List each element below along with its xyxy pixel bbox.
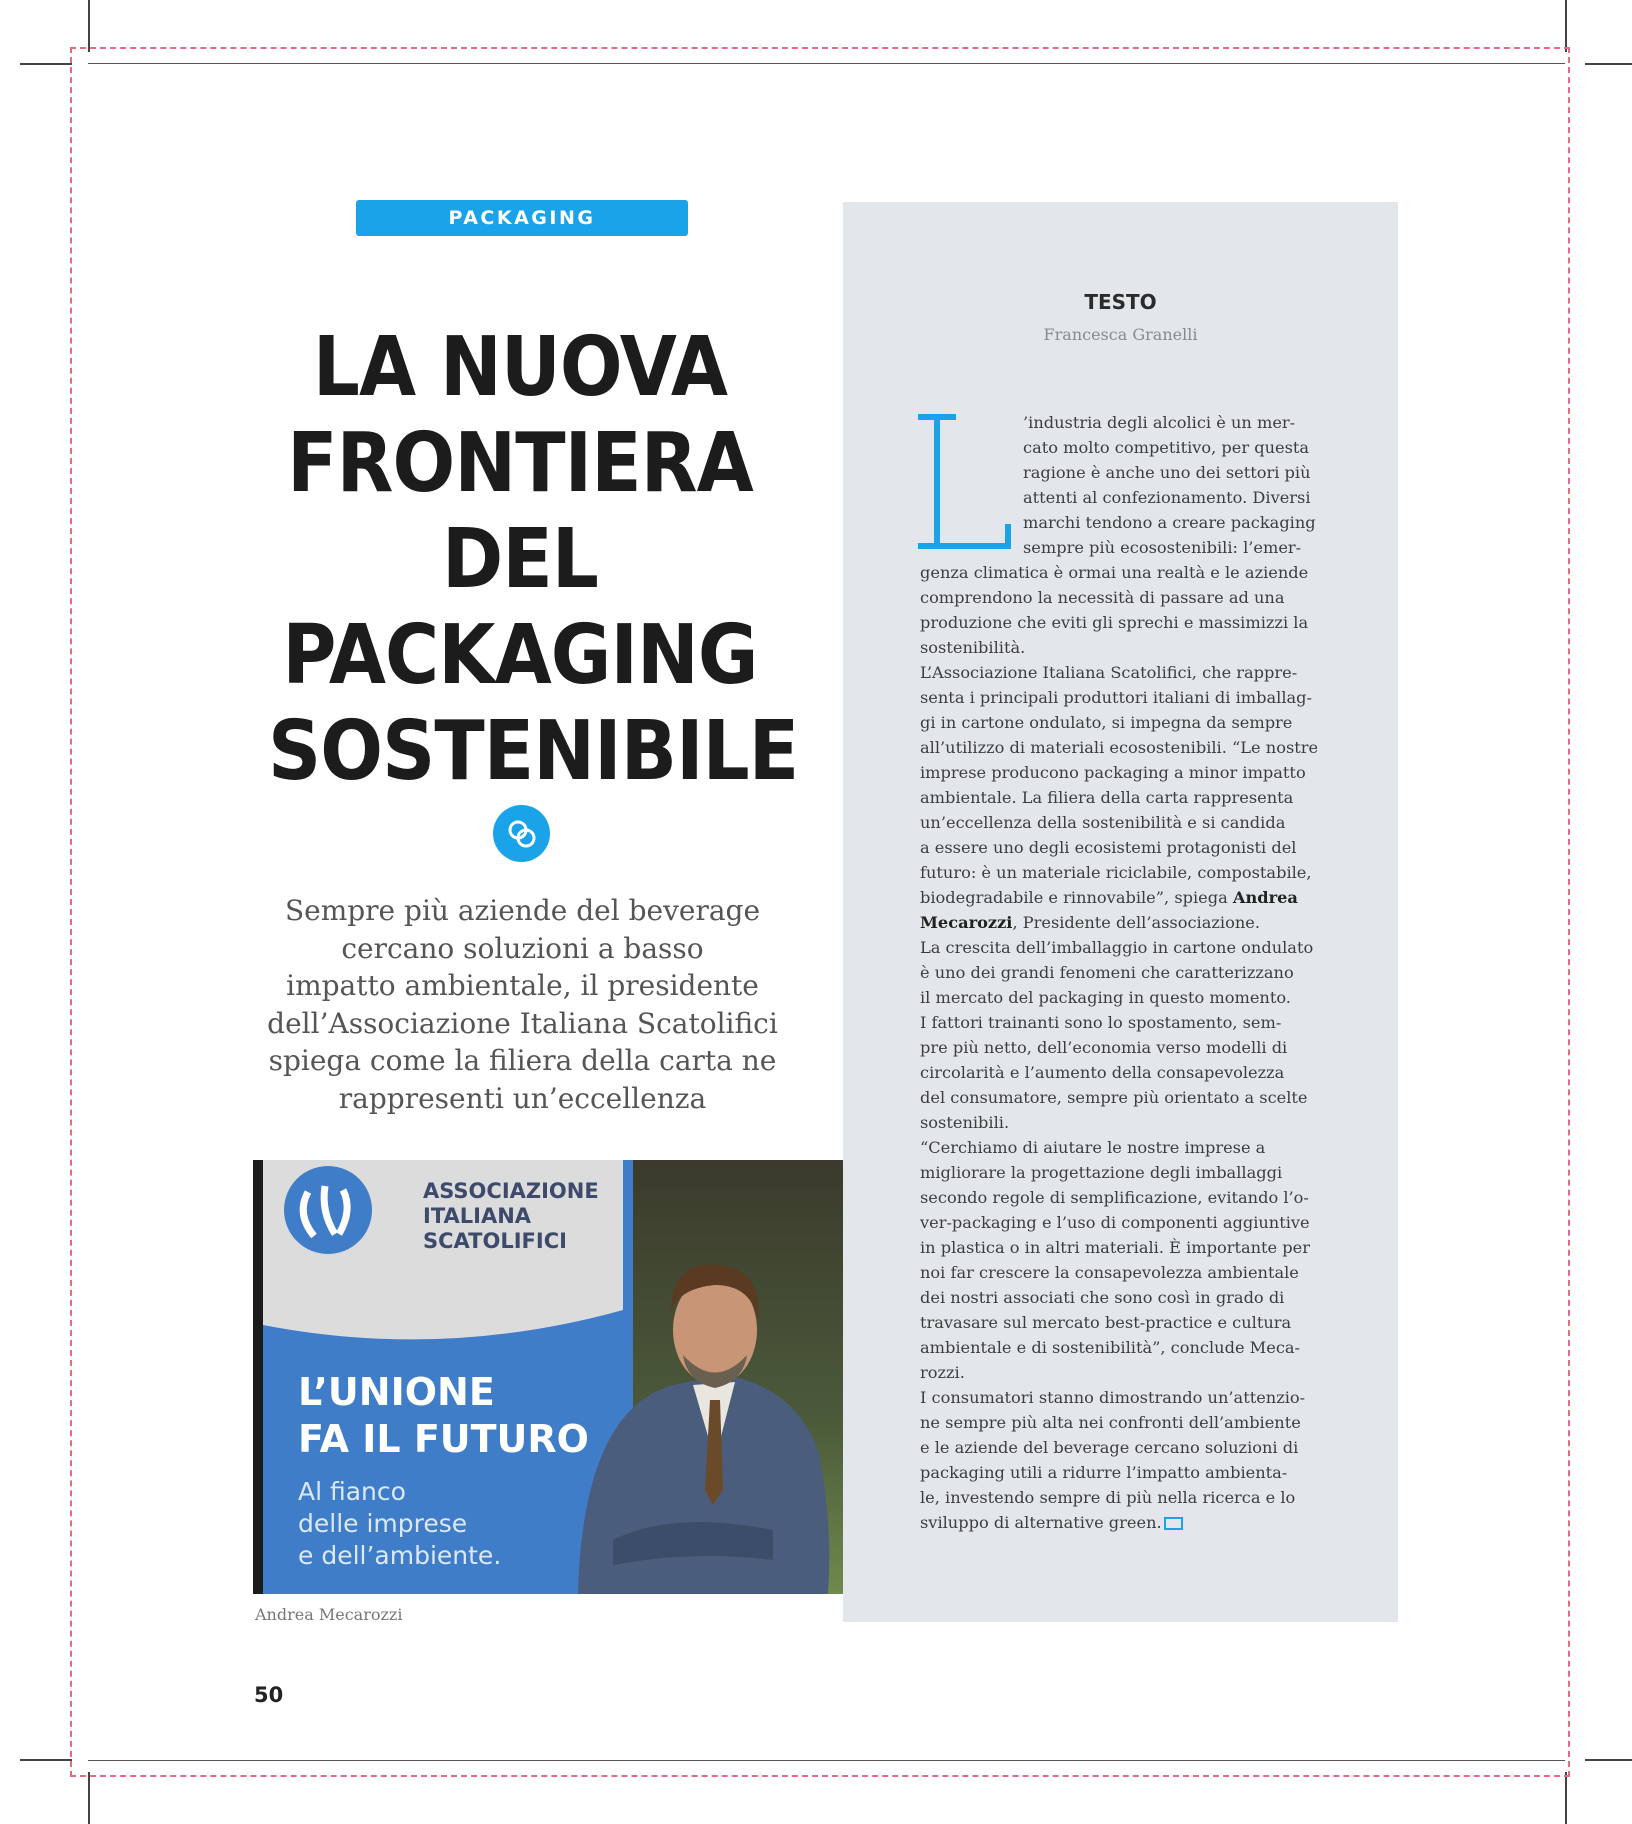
banner-slogan-line: L’UNIONE: [298, 1370, 495, 1414]
banner-sub-line: e dell’ambiente.: [298, 1541, 502, 1570]
body-line: pre più netto, dell’economia verso modelli di: [920, 1038, 1288, 1057]
standfirst-line: cercano soluzioni a basso: [341, 931, 704, 965]
standfirst-line: rappresenti un’eccellenza: [338, 1081, 707, 1115]
body-line: La crescita dell’imballaggio in cartone ondulato: [920, 938, 1314, 957]
section-tag: PACKAGING: [356, 200, 688, 236]
byline-label: TESTO: [1084, 290, 1157, 314]
body-line: del consumatore, sempre più orientato a scelte: [920, 1088, 1308, 1107]
headline-line: FRONTIERA: [287, 416, 753, 511]
bleed-line: [70, 47, 1570, 49]
body-bold-name: Andrea: [1232, 888, 1298, 907]
article-body: [920, 410, 1325, 1535]
body-line: in plastica o in altri materiali. È importante per: [920, 1238, 1310, 1257]
body-line: secondo regole di semplificazione, evitando l’o-: [920, 1188, 1309, 1207]
crop-mark: [88, 0, 90, 52]
body-line: è uno dei grandi fenomeni che caratterizzano: [920, 963, 1294, 982]
body-line: sostenibili.: [920, 1113, 1010, 1132]
crop-mark: [20, 63, 72, 65]
body-line: sempre più ecosostenibili: l’emer-: [1023, 538, 1302, 557]
bleed-line: [70, 1775, 1570, 1777]
body-line: genza climatica è ormai una realtà e le aziende: [920, 563, 1309, 582]
crop-mark: [1565, 0, 1567, 52]
body-line: marchi tendono a creare packaging: [1023, 513, 1316, 532]
body-text-run: sviluppo di alternative green.: [920, 1513, 1162, 1532]
standfirst-line: dell’Associazione Italiana Scatolifici: [267, 1006, 778, 1040]
banner-sub-line: Al fianco: [298, 1477, 406, 1506]
body-line: futuro: è un materiale riciclabile, compostabile,: [920, 863, 1312, 882]
crop-mark: [1585, 63, 1632, 65]
body-line: [920, 885, 1325, 910]
body-line: il mercato del packaging in questo momento.: [920, 988, 1291, 1007]
body-line: un’eccellenza della sostenibilità e si candida: [920, 813, 1286, 832]
body-line: [920, 1510, 1325, 1535]
body-line: ’industria degli alcolici è un mer-: [1023, 413, 1296, 432]
standfirst-line: spiega come la filiera della carta ne: [268, 1044, 777, 1077]
byline-author: Francesca Granelli: [1043, 325, 1198, 344]
body-line: ambientale. La filiera della carta rappresenta: [920, 788, 1294, 807]
body-text-run: , Presidente dell’associazione.: [1012, 913, 1260, 932]
body-line: le, investendo sempre di più nella ricerca e lo: [920, 1488, 1296, 1507]
body-line: ver-packaging e l’uso di componenti aggiuntive: [920, 1213, 1310, 1232]
page-number: 50: [254, 1683, 284, 1707]
banner-slogan-line: FA IL FUTURO: [298, 1417, 589, 1461]
banner-org-line: SCATOLIFICI: [423, 1229, 567, 1253]
crop-mark: [88, 1772, 90, 1824]
body-line: ragione è anche uno dei settori più: [1023, 463, 1311, 482]
bleed-line: [70, 47, 72, 1777]
body-line: “Cerchiamo di aiutare le nostre imprese a: [920, 1138, 1266, 1157]
body-line: [920, 910, 1325, 935]
body-bold-name: Mecarozzi: [920, 913, 1013, 932]
body-line: all’utilizzo di materiali ecosostenibili. “Le nostre: [920, 738, 1319, 757]
body-line: comprendono la necessità di passare ad una: [920, 588, 1285, 607]
headline-line: DEL: [441, 512, 599, 607]
banner-sub-line: delle imprese: [298, 1509, 468, 1538]
body-line: a essere uno degli ecosistemi protagonisti del: [920, 838, 1297, 857]
body-line: circolarità e l’aumento della consapevolezza: [920, 1063, 1285, 1082]
body-line: attenti al confezionamento. Diversi: [1023, 488, 1311, 507]
bleed-line: [1568, 47, 1570, 1777]
body-line: L’Associazione Italiana Scatolifici, che rappre-: [920, 663, 1298, 682]
body-line: I fattori trainanti sono lo spostamento, sem-: [920, 1013, 1282, 1032]
body-line: gi in cartone ondulato, si impegna da sempre: [920, 713, 1293, 732]
body-line: senta i principali produttori italiani di imballag-: [920, 688, 1312, 707]
body-line: dei nostri associati che sono così in grado di: [920, 1288, 1285, 1307]
body-text-run: biodegradabile e rinnovabile”, spiega: [920, 888, 1233, 907]
crop-mark: [1585, 1759, 1632, 1761]
end-square-icon: [1164, 1517, 1183, 1530]
body-line: migliorare la progettazione degli imballaggi: [920, 1163, 1283, 1182]
headline: [268, 320, 799, 800]
body-line: I consumatori stanno dimostrando un’attenzio-: [920, 1388, 1306, 1407]
body-line: packaging utili a ridurre l’impatto ambienta-: [920, 1463, 1288, 1482]
body-line: ambientale e di sostenibilità”, conclude Meca-: [920, 1338, 1301, 1357]
linked-rings-icon: [493, 805, 550, 862]
portrait-photo: [253, 1160, 871, 1594]
headline-line: SOSTENIBILE: [268, 704, 799, 799]
standfirst-line: impatto ambientale, il presidente: [286, 969, 759, 1002]
body-line: noi far crescere la consapevolezza ambientale: [920, 1263, 1299, 1282]
banner-org-line: ASSOCIAZIONE: [423, 1179, 599, 1203]
headline-line: PACKAGING: [282, 608, 758, 703]
body-line: imprese producono packaging a minor impatto: [920, 763, 1306, 782]
body-line: travasare sul mercato best-practice e cultura: [920, 1313, 1292, 1332]
standfirst-line: Sempre più aziende del beverage: [284, 894, 761, 927]
photo-caption: Andrea Mecarozzi: [255, 1605, 403, 1624]
body-line: ne sempre più alta nei confronti dell’ambiente: [920, 1413, 1301, 1432]
body-line: e le aziende del beverage cercano soluzioni di: [920, 1438, 1299, 1457]
standfirst: [250, 892, 795, 1117]
body-line: cato molto competitivo, per questa: [1023, 438, 1310, 457]
body-line: sostenibilità.: [920, 638, 1026, 657]
body-line: rozzi.: [920, 1363, 965, 1382]
crop-mark: [20, 1759, 72, 1761]
crop-mark: [1565, 1772, 1567, 1824]
banner-org-line: ITALIANA: [423, 1204, 532, 1228]
headline-line: LA NUOVA: [312, 320, 728, 415]
body-line: produzione che eviti gli sprechi e massimizzi la: [920, 613, 1309, 632]
